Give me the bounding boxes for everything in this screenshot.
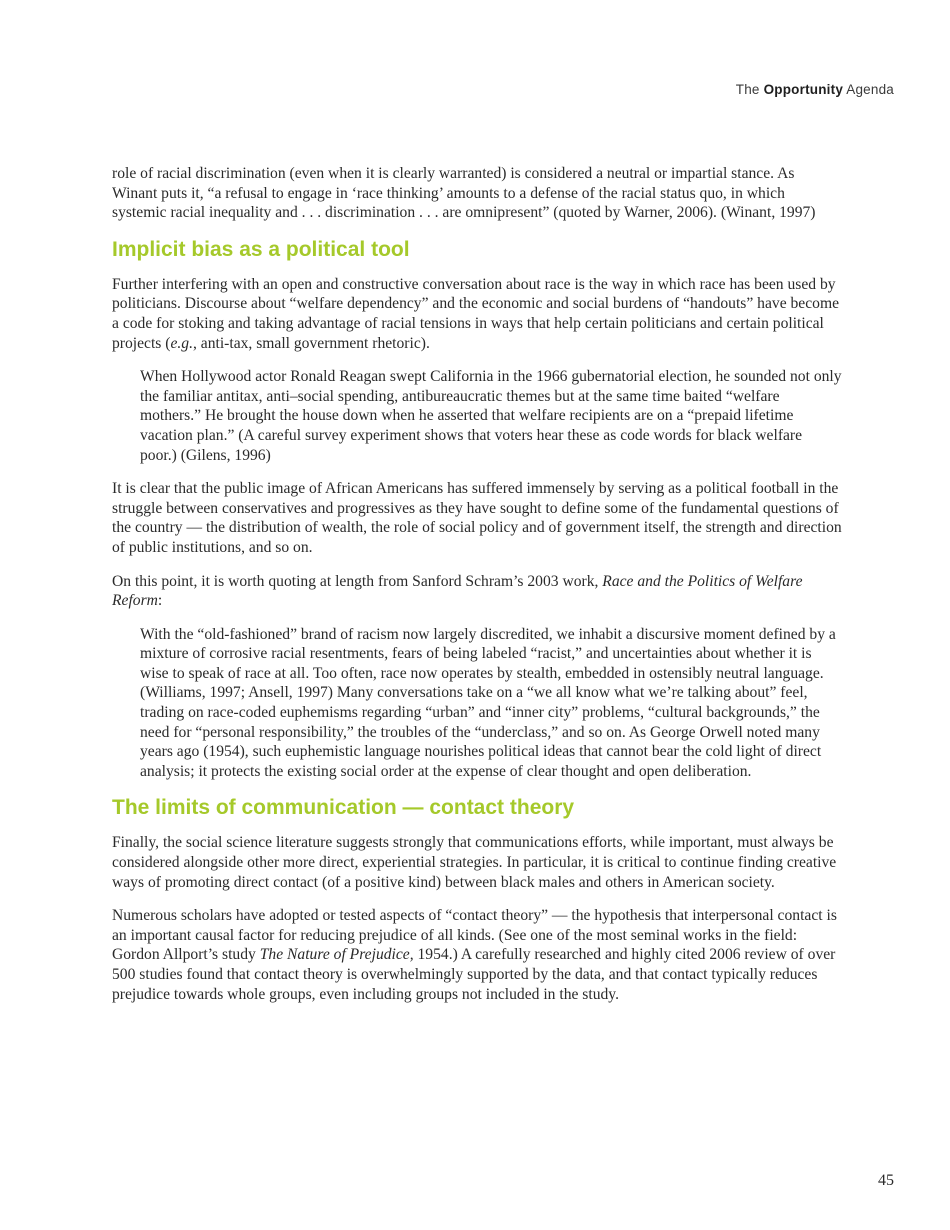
running-header bbox=[736, 82, 894, 97]
page-number: 45 bbox=[878, 1172, 894, 1189]
header-prefix: The bbox=[735, 82, 760, 97]
paragraph-schram bbox=[112, 572, 842, 611]
section-heading-implicit-bias: Implicit bias as a political tool bbox=[112, 237, 410, 261]
paragraph-politicians-text-end: , anti-tax, small government rhetoric). bbox=[192, 334, 430, 352]
header-brand: Opportunity bbox=[763, 82, 844, 97]
paragraph-politicians bbox=[112, 275, 842, 353]
block-quote-gilens: When Hollywood actor Ronald Reagan swept California in the 1966 gubernatorial election, he sounded not only the familiar antitax, anti–social spending, antibureaucratic themes but at the same time baited “welfare mothers.” He brought the house down when he asserted that welfare recipients are on a “prepaid lifetime vacation plan.” (A careful survey experiment shows that voters hear these as code words for black welfare poor.) (Gilens, 1996) bbox=[140, 368, 842, 464]
page-body bbox=[112, 164, 842, 1018]
paragraph-contact-theory bbox=[112, 906, 842, 1004]
paragraph-contact-theory-text-end: 1954.) A carefully researched and highly cited 2006 review of over 500 studies found that contact theory is overwhelmingly supported by the data, and that contact typically reduces prejudice towards whole groups, even including groups not included in the study. bbox=[112, 946, 836, 1003]
header-suffix: Agenda bbox=[846, 82, 894, 97]
block-quote-schram: With the “old-fashioned” brand of racism now largely discredited, we inhabit a discursive moment defined by a mixture of corrosive racial resentments, fears of being labeled “racist,” and uncertainties about whether it is wise to speak of race at all. Too often, race now operates by stealth, embedded in ostensibly neutral language. (Williams, 1997; Ansell, 1997) Many conversations take on a “we all know what we’re talking about” feel, trading on race-coded euphemisms regarding “urban” and “inner city” problems, “cultural backgrounds,” the need for “personal responsibility,” the troubles of the “underclass,” and so on. As George Orwell noted many years ago (1954), such euphemistic language nourishes political ideas that cannot bear the cold light of direct analysis; it protects the existing social order at the expense of clear thought and open deliberation. bbox=[140, 625, 836, 780]
section-heading-contact-theory: The limits of communication — contact theory bbox=[112, 796, 575, 820]
paragraph-schram-colon: : bbox=[157, 592, 163, 610]
paragraph-contact-theory-text: Numerous scholars have adopted or tested aspects of “contact theory” — the hypothesis that interpersonal contact is an important causal factor for reducing prejudice of all kinds. (See one of the most seminal works in the field: Gordon Allport’s study bbox=[112, 907, 837, 964]
paragraph-schram-text: On this point, it is worth quoting at length from Sanford Schram’s 2003 work, bbox=[112, 572, 603, 590]
paragraph-schram-title: Race and the Politics of Welfare Reform bbox=[112, 572, 803, 610]
paragraph-politicians-italic: e.g. bbox=[170, 334, 193, 352]
paragraph-public-image: It is clear that the public image of African Americans has suffered immensely by serving as a political football in the struggle between conservatives and progressives as they have sought to define some of the fundamental questions of the country — the distribution of wealth, the role of social policy and of government itself, the strength and direction of public institutions, and so on. bbox=[112, 480, 842, 556]
paragraph-intro: role of racial discrimination (even when it is clearly warranted) is considered a neutral or impartial stance. As Winant puts it, “a refusal to engage in ‘race thinking’ amounts to a defense of the racial status quo, in which systemic racial inequality and . . . discrimination . . . are omnipresent” (quoted by Warner, 2006). (Winant, 1997) bbox=[112, 165, 816, 222]
paragraph-politicians-text: Further interfering with an open and constructive conversation about race is the way in which race has been used by politicians. Discourse about “welfare dependency” and the economic and social burdens of “handouts” have become a code for stoking and taking advantage of racial tensions in ways that help certain politicians and certain political projects ( bbox=[112, 275, 839, 352]
paragraph-communications: Finally, the social science literature suggests strongly that communications efforts, while important, must always be considered alongside other more direct, experiential strategies. In particular, it is critical to continue finding creative ways of promoting direct contact (of a positive kind) between black males and others in American society. bbox=[112, 834, 837, 891]
paragraph-contact-theory-title: The Nature of Prejudice, bbox=[259, 946, 414, 964]
